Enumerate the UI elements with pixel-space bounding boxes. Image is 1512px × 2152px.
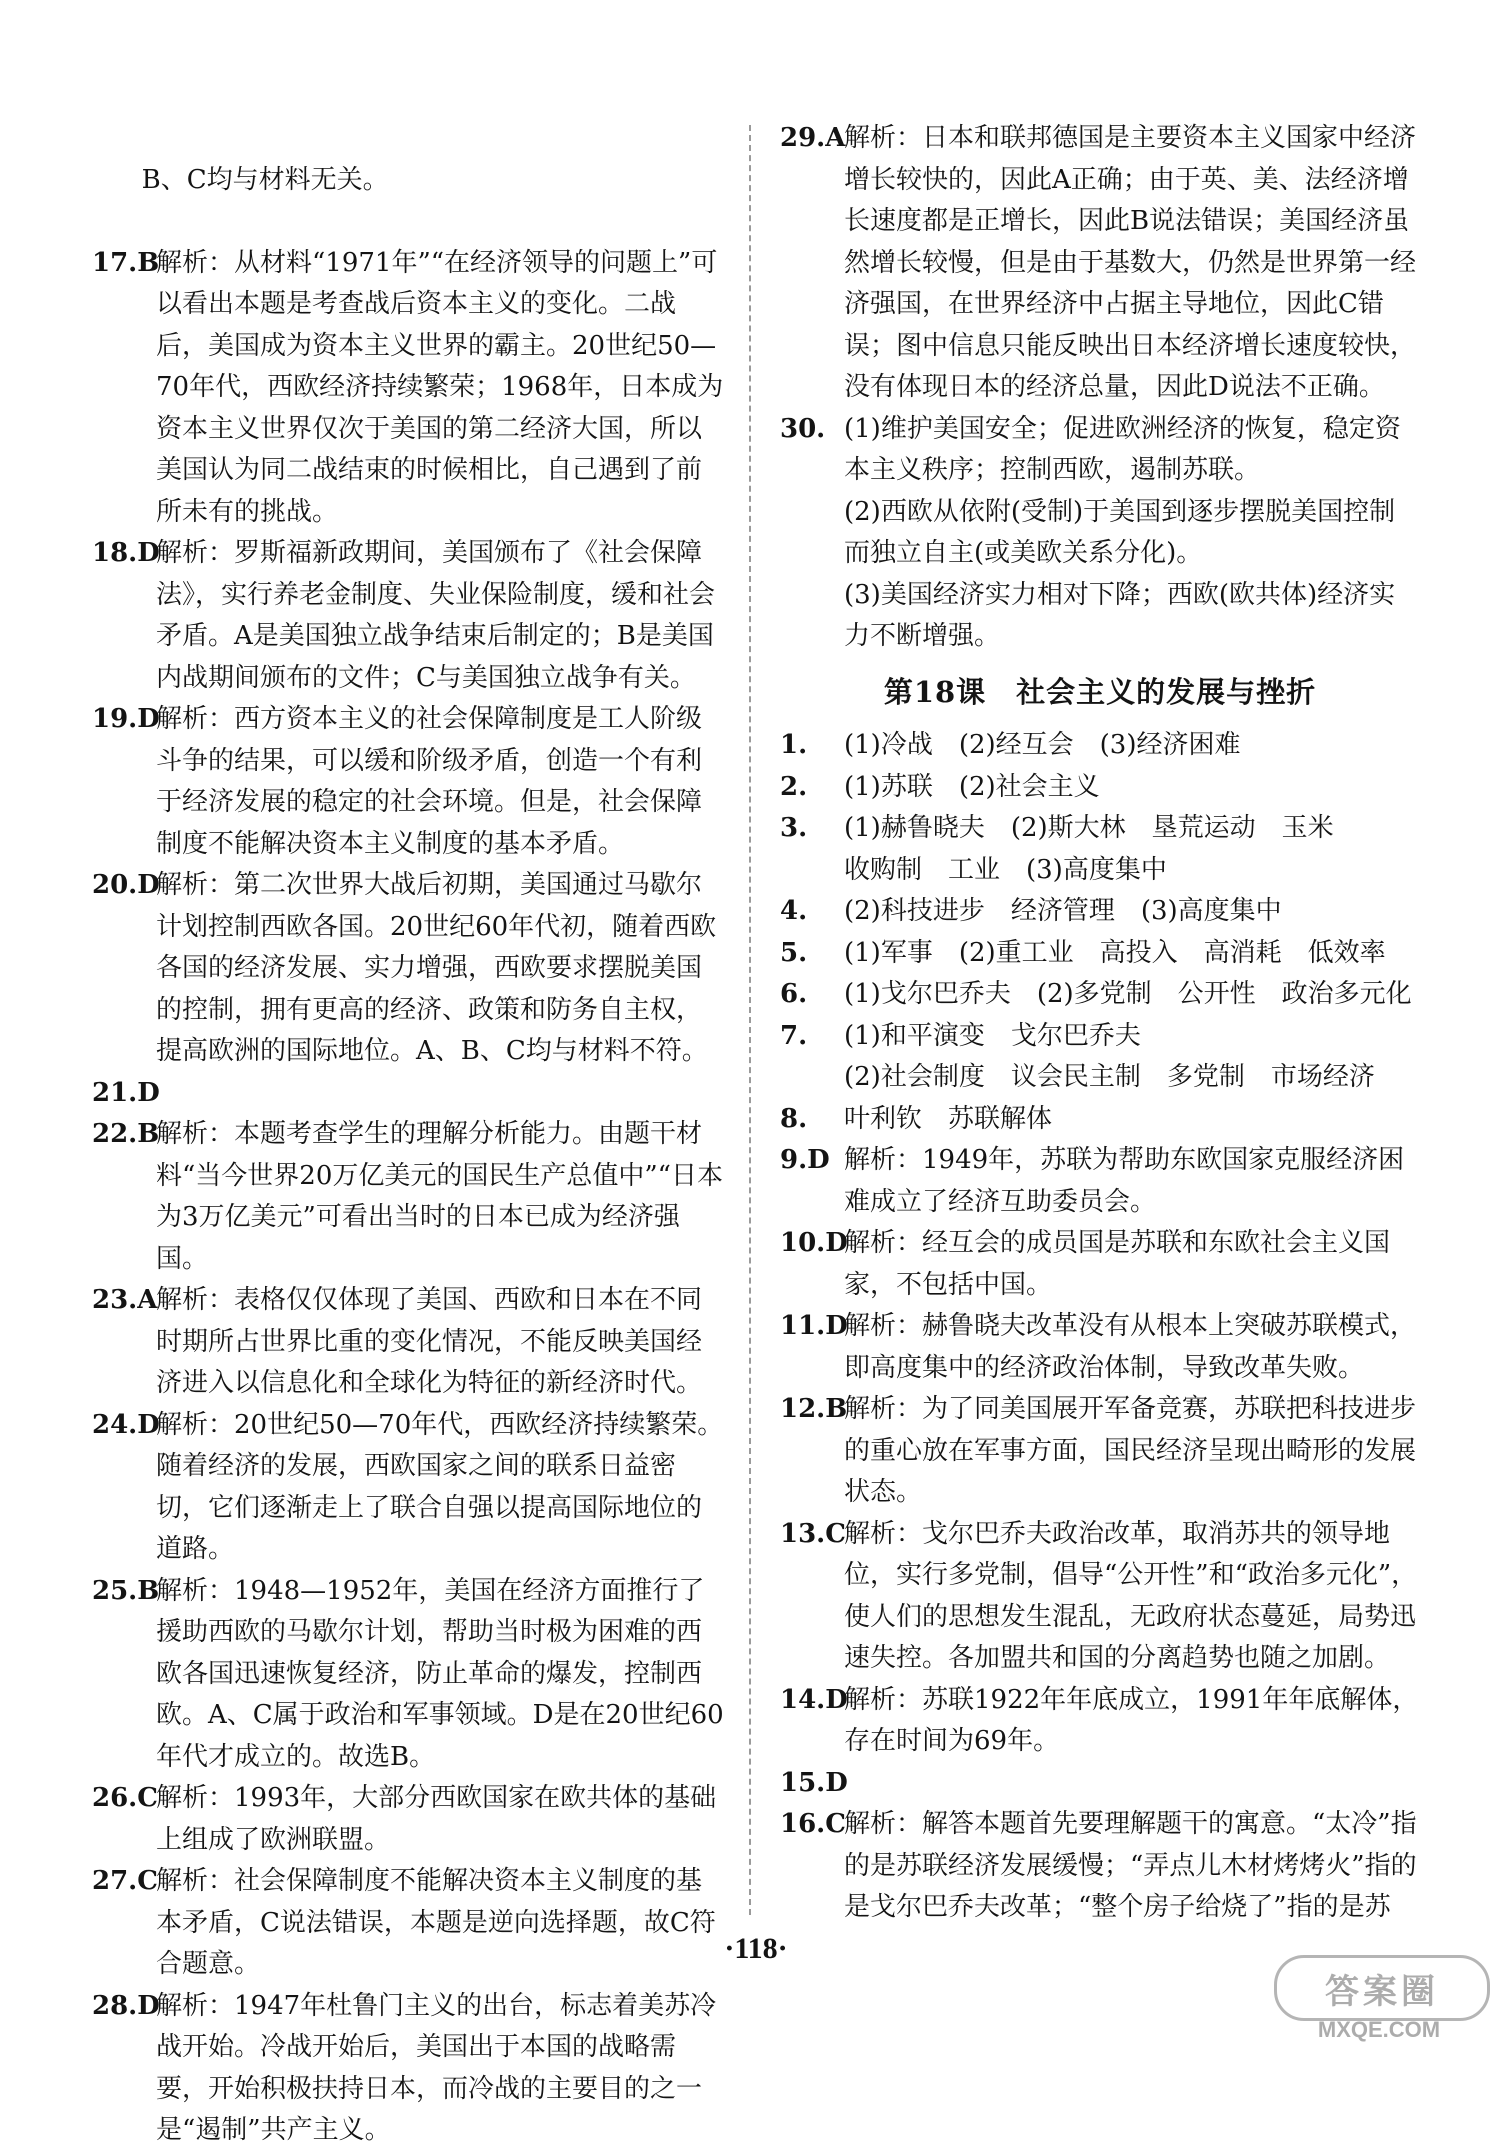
answer-text: (2)科技进步 经济管理 (3)高度集中 — [844, 896, 1282, 926]
answer-text: 解析：戈尔巴乔夫政治改革，取消苏共的领导地位，实行多党制，倡导“公开性”和“政治多元化”，使人们的思想发生混乱，无政府状态蔓延，局势迅速失控。各加盟共和国的分离趋势也随之加剧。 — [844, 1518, 1418, 1673]
answer-number: 2. — [780, 771, 808, 802]
answer-text: 解析：表格仅仅体现了美国、西欧和日本在不同时期所占世界比重的变化情况，不能反映美国经济进入以信息化和全球化为特征的新经济时代。 — [156, 1285, 703, 1398]
answer-text: (1)冷战 (2)经互会 (3)经济困难 — [844, 730, 1241, 760]
answer-text: 解析：赫鲁晓夫改革没有从根本上突破苏联模式，即高度集中的经济政治体制，导致改革失败。 — [844, 1311, 1417, 1383]
answer-item — [780, 1016, 1420, 1058]
answer-number: 26.C — [92, 1783, 158, 1813]
answer-item — [92, 1114, 724, 1280]
answer-item — [92, 699, 724, 865]
answer-number: 23.A — [92, 1285, 158, 1315]
answer-item — [780, 808, 1420, 850]
answer-item — [92, 1405, 724, 1571]
answer-number: 15.D — [780, 1767, 848, 1798]
answer-number: 28.D — [92, 1990, 160, 2021]
answer-item — [780, 767, 1420, 809]
lesson-title: 第18课 社会主义的发展与挫折 — [883, 674, 1317, 709]
answer-item — [92, 865, 724, 1073]
answer-text: (2)社会制度 议会民主制 多党制 市场经济 — [844, 1062, 1375, 1092]
answer-item — [92, 1861, 724, 1986]
answer-item — [780, 575, 1420, 658]
answer-number: 3. — [780, 813, 808, 843]
answer-item — [92, 1571, 724, 1779]
answer-text: 解析：罗斯福新政期间，美国颁布了《社会保障法》，实行养老金制度、失业保险制度，缓和社会矛盾。A是美国独立战争结束后制定的；B是美国内战期间颁布的文件；C与美国独立战争有关。 — [156, 538, 716, 693]
answer-number: 17.B — [92, 247, 160, 278]
answer-number: 27.C — [92, 1866, 158, 1896]
answer-text: 解析：1993年，大部分西欧国家在欧共体的基础上组成了欧洲联盟。 — [156, 1783, 717, 1855]
watermark-url: MXQE.COM — [1317, 2017, 1441, 2042]
answer-text: (1)和平演变 戈尔巴乔夫 — [844, 1020, 1141, 1051]
answer-item — [780, 974, 1420, 1016]
answer-item — [780, 725, 1420, 767]
answer-text: 解析：本题考查学生的理解分析能力。由题干材料“当今世界20万亿美元的国民生产总值中”“日本为3万亿美元”可看出当时的日本已成为经济强国。 — [156, 1119, 723, 1274]
answer-text: 解析：1947年杜鲁门主义的出台，标志着美苏冷战开始。冷战开始后，美国出于本国的战略需要，开始积极扶持日本，而冷战的主要目的之一是“遏制”共产主义。 — [156, 1990, 717, 2145]
answer-number: 20.D — [92, 870, 160, 900]
column-divider — [749, 125, 751, 1915]
answer-item — [780, 891, 1420, 933]
answer-number: 16.C — [780, 1809, 846, 1839]
answer-item — [92, 118, 724, 243]
answer-item — [92, 1280, 724, 1405]
answer-number: 7. — [780, 1020, 808, 1051]
answer-text: 解析：经互会的成员国是苏联和东欧社会主义国家，不包括中国。 — [844, 1228, 1391, 1300]
answer-number: 25.B — [92, 1575, 160, 1606]
answer-text: 解析：第二次世界大战后初期，美国通过马歇尔计划控制西欧各国。20世纪60年代初，随着西欧各国的经济发展、实力增强，西欧要求摆脱美国的控制，拥有更高的经济、政策和防务自主权，提高欧洲的国际地位。A、B、C均与材料不符。 — [156, 870, 717, 1066]
answer-text: 解析：西方资本主义的社会保障制度是工人阶级斗争的结果，可以缓和阶级矛盾，创造一个有利于经济发展的稳定的社会环境。但是，社会保障制度不能解决资本主义制度的基本矛盾。 — [156, 704, 703, 859]
answer-text: 叶利钦 苏联解体 — [844, 1103, 1053, 1134]
answer-number: 4. — [780, 896, 808, 926]
answer-text: 解析：1949年，苏联为帮助东欧国家克服经济困难成立了经济互助委员会。 — [844, 1145, 1405, 1217]
answer-item — [780, 1680, 1420, 1763]
answer-item — [780, 1763, 1420, 1805]
answer-item — [92, 1986, 724, 2152]
answer-text: (1)苏联 (2)社会主义 — [844, 771, 1100, 802]
answer-item — [92, 1778, 724, 1861]
page-number: ·118· — [724, 1932, 788, 1965]
answer-item — [92, 533, 724, 699]
answer-text: (2)西欧从依附(受制)于美国到逐步摆脱美国控制而独立自主(或美欧关系分化)。 — [844, 496, 1396, 568]
answer-number: 30. — [780, 413, 826, 444]
answer-number: 10.D — [780, 1228, 848, 1258]
answer-number: 5. — [780, 937, 808, 968]
watermark-logo: 答案圈 — [1274, 1955, 1490, 2021]
answer-text: 解析：解答本题首先要理解题干的寓意。“太冷”指的是苏联经济发展缓慢；“弄点儿木材烤烤火”指的是戈尔巴乔夫改革；“整个房子给烧了”指的是苏 — [844, 1809, 1417, 1922]
answer-text: (3)美国经济实力相对下降；西欧(欧共体)经济实力不断增强。 — [844, 579, 1396, 651]
answer-number: 21.D — [92, 1077, 160, 1108]
answer-item — [780, 1389, 1420, 1514]
answer-item — [780, 1514, 1420, 1680]
answer-item — [780, 1099, 1420, 1141]
answer-text: 解析：为了同美国展开军备竞赛，苏联把科技进步的重心放在军事方面，国民经济呈现出畸形的发展状态。 — [844, 1394, 1417, 1507]
answer-text: 解析：20世纪50—70年代，西欧经济持续繁荣。随着经济的发展，西欧国家之间的联系日益密切，它们逐渐走上了联合自强以提高国际地位的道路。 — [156, 1409, 724, 1564]
answer-text: 解析：苏联1922年年底成立，1991年年底解体，存在时间为69年。 — [844, 1684, 1419, 1756]
answer-item — [780, 1804, 1420, 1929]
left-column — [92, 118, 724, 2152]
answer-text: 解析：1948—1952年，美国在经济方面推行了援助西欧的马歇尔计划，帮助当时极为困难的西欧各国迅速恢复经济，防止革命的爆发，控制西欧。A、C属于政治和军事领域。D是在20世纪60年代才成立的。故选B。 — [156, 1575, 724, 1772]
answer-text: 解析：社会保障制度不能解决资本主义制度的基本矛盾，C说法错误，本题是逆向选择题，故C符合题意。 — [156, 1866, 716, 1979]
answer-number: 6. — [780, 979, 808, 1009]
answer-text: 收购制 工业 (3)高度集中 — [844, 854, 1167, 885]
answer-number: 13.C — [780, 1518, 846, 1549]
answer-item — [780, 1306, 1420, 1389]
answer-text: (1)维护美国安全；促进欧洲经济的恢复，稳定资本主义秩序；控制西欧，遏制苏联。 — [844, 413, 1401, 485]
answer-item — [92, 243, 724, 534]
answer-number: 22.B — [92, 1119, 160, 1149]
answer-item — [780, 1057, 1420, 1099]
answer-number: 18.D — [92, 538, 160, 568]
answer-text: 解析：从材料“1971年”“在经济领导的问题上”可以看出本题是考查战后资本主义的变化。二战后，美国成为资本主义世界的霸主。20世纪50—70年代，西欧经济持续繁荣；1968年，日本成为资本主义世界仅次于美国的第二经济大国，所以美国认为同二战结束的时候相比，自己遇到了前所未有的挑战。 — [156, 247, 724, 527]
answer-text: (1)军事 (2)重工业 高投入 高消耗 低效率 — [844, 937, 1386, 968]
answer-number: 19.D — [92, 704, 160, 734]
watermark — [1274, 1955, 1484, 2045]
answer-text: 解析：日本和联邦德国是主要资本主义国家中经济增长较快的，因此A正确；由于英、美、法经济增长速度都是正增长，因此B说法错误；美国经济虽然增长较慢，但是由于基数大，仍然是世界第一经济强国，在世界经济中占据主导地位，因此C错误；图中信息只能反映出日本经济增长速度较快，没有体现日本的经济总量，因此D说法不正确。 — [844, 123, 1417, 402]
answer-item — [780, 850, 1420, 892]
answer-number: 9.D — [780, 1145, 830, 1175]
answer-item — [780, 1223, 1420, 1306]
answer-item — [780, 118, 1420, 409]
answer-text: (1)戈尔巴乔夫 (2)多党制 公开性 政治多元化 — [844, 979, 1412, 1009]
answer-number: 29.A — [780, 123, 846, 153]
answer-text: (1)赫鲁晓夫 (2)斯大林 垦荒运动 玉米 — [844, 813, 1334, 843]
answer-item — [780, 492, 1420, 575]
answer-number: 11.D — [780, 1311, 848, 1341]
answer-item — [780, 1140, 1420, 1223]
answer-number: 14.D — [780, 1684, 848, 1715]
answer-number: 24.D — [92, 1409, 160, 1440]
answer-number: 1. — [780, 730, 808, 760]
answer-item — [92, 1073, 724, 1115]
answer-text: B、C均与材料无关。 — [141, 164, 389, 195]
answer-item — [780, 409, 1420, 492]
answer-number: 12.B — [780, 1394, 848, 1424]
answer-item — [780, 933, 1420, 975]
right-column — [780, 118, 1420, 1929]
answer-number: 8. — [780, 1103, 808, 1134]
